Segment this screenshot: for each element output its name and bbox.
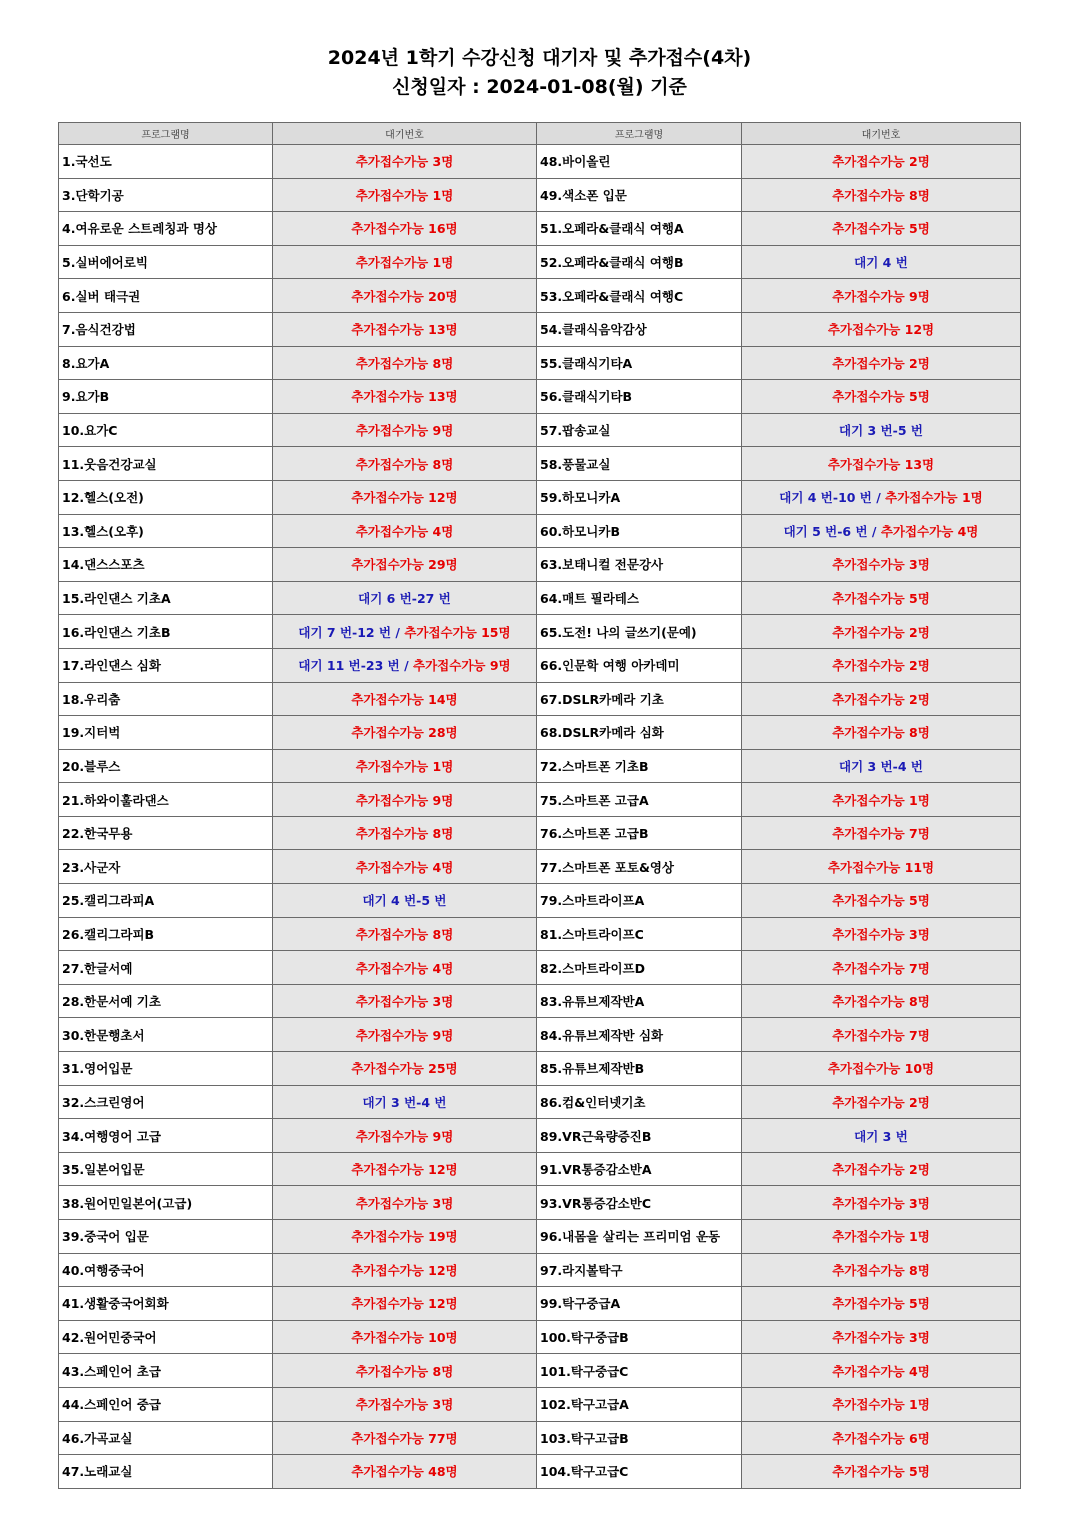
wait-status-left: [273, 850, 537, 884]
wait-status-right: [742, 1052, 1021, 1086]
available-seats-text: 추가접수가능 1명: [832, 1397, 930, 1413]
wait-status-right: [742, 447, 1021, 481]
program-name-right: 58.풍물교실: [537, 447, 742, 481]
wait-status-left: [273, 884, 537, 918]
program-name-right: 85.유튜브제작반B: [537, 1052, 742, 1086]
wait-status-left: [273, 1387, 537, 1421]
wait-status-left: [273, 480, 537, 514]
program-name-right: 55.클래식기타A: [537, 346, 742, 380]
table-row: [59, 145, 1021, 179]
wait-status-left: [273, 1085, 537, 1119]
table-row: [59, 682, 1021, 716]
available-seats-text: 추가접수가능 9명: [355, 792, 454, 808]
wait-status-left: [273, 1119, 537, 1153]
program-name-left: 40.여행중국어: [59, 1253, 273, 1287]
table-row: [59, 884, 1021, 918]
wait-status-right: [742, 1387, 1021, 1421]
program-name-right: 65.도전! 나의 글쓰기(문예): [537, 615, 742, 649]
table-row: [59, 615, 1021, 649]
available-seats-text: 추가접수가능 1명: [355, 187, 454, 203]
available-seats-text: 추가접수가능 77명: [351, 1430, 458, 1446]
available-seats-text: 추가접수가능 8명: [832, 187, 930, 203]
program-name-right: 66.인문학 여행 아카데미: [537, 648, 742, 682]
available-seats-text: 추가접수가능 5명: [832, 1296, 930, 1312]
program-name-right: 75.스마트폰 고급A: [537, 783, 742, 817]
program-name-right: 59.하모니카A: [537, 480, 742, 514]
program-name-right: 104.탁구고급C: [537, 1455, 742, 1489]
available-seats-text: 추가접수가능 2명: [832, 355, 930, 371]
program-name-left: 14.댄스스포츠: [59, 548, 273, 582]
wait-status-right: [742, 380, 1021, 414]
header-program-name-right: 프로그램명: [537, 123, 742, 145]
program-name-left: 46.가곡교실: [59, 1421, 273, 1455]
program-name-right: 83.유튜브제작반A: [537, 984, 742, 1018]
program-name-right: 101.탁구중급C: [537, 1354, 742, 1388]
available-seats-text: 추가접수가능 48명: [351, 1464, 458, 1480]
wait-status-left: [273, 581, 537, 615]
available-seats-text: 추가접수가능 3명: [355, 1195, 454, 1211]
available-seats-text: 추가접수가능 7명: [832, 826, 930, 842]
table-row: [59, 178, 1021, 212]
available-seats-text: 추가접수가능 9명: [355, 423, 454, 439]
program-name-left: 42.원어민중국어: [59, 1320, 273, 1354]
wait-status-right: [742, 1320, 1021, 1354]
program-name-right: 68.DSLR카메라 심화: [537, 716, 742, 750]
available-seats-text: 추가접수가능 3명: [355, 154, 454, 170]
available-seats-text: 추가접수가능 12명: [351, 1162, 458, 1178]
wait-status-left: [273, 514, 537, 548]
wait-status-left: [273, 413, 537, 447]
waitlist-number-text: 대기 3 번-5 번: [839, 423, 923, 439]
program-name-right: 91.VR통증감소반A: [537, 1152, 742, 1186]
wait-status-right: [742, 917, 1021, 951]
wait-status-right: [742, 984, 1021, 1018]
wait-status-right: [742, 581, 1021, 615]
wait-status-left: [273, 682, 537, 716]
wait-status-right: [742, 816, 1021, 850]
wait-status-right: [742, 850, 1021, 884]
document-title: 2024년 1학기 수강신청 대기자 및 추가접수(4차): [327, 47, 752, 69]
wait-status-left: [273, 1320, 537, 1354]
wait-status-right: [742, 749, 1021, 783]
available-seats-text: 추가접수가능 1명: [832, 1229, 930, 1245]
available-seats-text: 추가접수가능 15명: [404, 624, 511, 640]
program-name-left: 35.일본어입문: [59, 1152, 273, 1186]
wait-status-right: [742, 413, 1021, 447]
table-row: [59, 1152, 1021, 1186]
table-body: [59, 145, 1021, 1489]
wait-status-left: [273, 1186, 537, 1220]
program-name-left: 17.라인댄스 심화: [59, 648, 273, 682]
wait-status-left: [273, 178, 537, 212]
header-program-name-left: 프로그램명: [59, 123, 273, 145]
program-name-right: 54.클래식음악감상: [537, 312, 742, 346]
wait-status-left: [273, 212, 537, 246]
available-seats-text: 추가접수가능 20명: [351, 288, 458, 304]
wait-status-left: [273, 380, 537, 414]
program-name-right: 51.오페라&클래식 여행A: [537, 212, 742, 246]
wait-status-right: [742, 682, 1021, 716]
table-row: [59, 951, 1021, 985]
available-seats-text: 추가접수가능 5명: [832, 1464, 930, 1480]
wait-status-right: [742, 615, 1021, 649]
wait-status-left: [273, 346, 537, 380]
program-name-left: 18.우리춤: [59, 682, 273, 716]
available-seats-text: 추가접수가능 13명: [827, 456, 935, 472]
table-row: [59, 1018, 1021, 1052]
wait-status-left: [273, 279, 537, 313]
program-name-left: 23.사군자: [59, 850, 273, 884]
available-seats-text: 추가접수가능 9명: [355, 1128, 454, 1144]
table-row: [59, 648, 1021, 682]
waitlist-number-text: 대기 3 번-4 번: [362, 1094, 447, 1110]
table-row: [59, 1253, 1021, 1287]
wait-status-right: [742, 1018, 1021, 1052]
available-seats-text: 추가접수가능 29명: [351, 557, 458, 573]
table-row: [59, 984, 1021, 1018]
wait-status-right: [742, 1085, 1021, 1119]
program-name-right: 97.라지볼탁구: [537, 1253, 742, 1287]
program-name-left: 22.한국무용: [59, 816, 273, 850]
available-seats-text: 추가접수가능 8명: [832, 994, 930, 1010]
program-name-left: 38.원어민일본어(고급): [59, 1186, 273, 1220]
wait-status-left: [273, 1455, 537, 1489]
program-name-left: 43.스페인어 초급: [59, 1354, 273, 1388]
program-name-right: 79.스마트라이프A: [537, 884, 742, 918]
table-row: [59, 1119, 1021, 1153]
document-subtitle: 신청일자 : 2024-01-08(월) 기준: [392, 76, 687, 98]
table-row: [59, 816, 1021, 850]
table-row: [59, 245, 1021, 279]
table-row: [59, 1287, 1021, 1321]
program-name-right: 99.탁구중급A: [537, 1287, 742, 1321]
wait-status-right: [742, 1253, 1021, 1287]
available-seats-text: 추가접수가능 8명: [355, 826, 454, 842]
available-seats-text: 추가접수가능 1명: [355, 758, 454, 774]
program-name-left: 11.웃음건강교실: [59, 447, 273, 481]
program-name-right: 63.보태니컬 전문강사: [537, 548, 742, 582]
waitlist-number-text: 대기 4 번-10 번 /: [779, 490, 886, 506]
program-name-left: 4.여유로운 스트레칭과 명상: [59, 212, 273, 246]
program-name-right: 56.클래식기타B: [537, 380, 742, 414]
wait-status-right: [742, 245, 1021, 279]
available-seats-text: 추가접수가능 4명: [880, 523, 979, 539]
program-name-left: 8.요가A: [59, 346, 273, 380]
available-seats-text: 추가접수가능 12명: [351, 1262, 458, 1278]
available-seats-text: 추가접수가능 4명: [832, 1363, 930, 1379]
wait-status-left: [273, 1220, 537, 1254]
wait-status-left: [273, 783, 537, 817]
program-name-right: 64.매트 필라테스: [537, 581, 742, 615]
available-seats-text: 추가접수가능 19명: [351, 1229, 458, 1245]
table-row: [59, 1455, 1021, 1489]
wait-status-right: [742, 1152, 1021, 1186]
available-seats-text: 추가접수가능 2명: [832, 1094, 930, 1110]
program-name-left: 3.단학기공: [59, 178, 273, 212]
available-seats-text: 추가접수가능 8명: [355, 456, 454, 472]
available-seats-text: 추가접수가능 2명: [832, 658, 930, 674]
wait-status-left: [273, 312, 537, 346]
program-name-left: 31.영어입문: [59, 1052, 273, 1086]
program-name-right: 52.오페라&클래식 여행B: [537, 245, 742, 279]
available-seats-text: 추가접수가능 3명: [832, 926, 930, 942]
available-seats-text: 추가접수가능 7명: [832, 1027, 930, 1043]
program-name-left: 28.한문서예 기초: [59, 984, 273, 1018]
table-row: [59, 1052, 1021, 1086]
wait-status-right: [742, 212, 1021, 246]
table-row: [59, 581, 1021, 615]
program-name-left: 27.한글서예: [59, 951, 273, 985]
program-name-right: 57.팝송교실: [537, 413, 742, 447]
wait-status-right: [742, 346, 1021, 380]
program-name-left: 39.중국어 입문: [59, 1220, 273, 1254]
table-row: [59, 480, 1021, 514]
available-seats-text: 추가접수가능 5명: [832, 591, 930, 607]
wait-status-left: [273, 1287, 537, 1321]
table-row: [59, 346, 1021, 380]
program-name-right: 53.오페라&클래식 여행C: [537, 279, 742, 313]
program-name-right: 77.스마트폰 포토&영상: [537, 850, 742, 884]
table-row: [59, 1186, 1021, 1220]
available-seats-text: 추가접수가능 3명: [355, 994, 454, 1010]
available-seats-text: 추가접수가능 1명: [832, 792, 930, 808]
table-row: [59, 413, 1021, 447]
wait-status-left: [273, 245, 537, 279]
wait-status-left: [273, 648, 537, 682]
wait-status-right: [742, 178, 1021, 212]
program-name-right: 49.색소폰 입문: [537, 178, 742, 212]
program-name-left: 20.블루스: [59, 749, 273, 783]
available-seats-text: 추가접수가능 13명: [351, 322, 458, 338]
table-row: [59, 1085, 1021, 1119]
wait-status-left: [273, 548, 537, 582]
waitlist-number-text: 대기 3 번-4 번: [839, 758, 923, 774]
available-seats-text: 추가접수가능 2명: [832, 624, 930, 640]
available-seats-text: 추가접수가능 9명: [355, 1027, 454, 1043]
wait-status-right: [742, 951, 1021, 985]
program-name-right: 100.탁구중급B: [537, 1320, 742, 1354]
program-name-right: 93.VR통증감소반C: [537, 1186, 742, 1220]
program-name-right: 96.내몸을 살리는 프리미엄 운동: [537, 1220, 742, 1254]
program-name-left: 25.캘리그라피A: [59, 884, 273, 918]
program-name-right: 84.유튜브제작반 심화: [537, 1018, 742, 1052]
program-name-left: 47.노래교실: [59, 1455, 273, 1489]
wait-status-right: [742, 1220, 1021, 1254]
wait-status-left: [273, 749, 537, 783]
available-seats-text: 추가접수가능 2명: [832, 1162, 930, 1178]
available-seats-text: 추가접수가능 13명: [351, 389, 458, 405]
header-wait-number-left: 대기번호: [273, 123, 537, 145]
program-name-left: 5.실버에어로빅: [59, 245, 273, 279]
wait-status-left: [273, 615, 537, 649]
available-seats-text: 추가접수가능 8명: [832, 725, 930, 741]
wait-status-right: [742, 480, 1021, 514]
available-seats-text: 추가접수가능 28명: [351, 725, 458, 741]
program-name-left: 19.지터벅: [59, 716, 273, 750]
waitlist-number-text: 대기 4 번-5 번: [362, 893, 447, 909]
wait-status-left: [273, 816, 537, 850]
wait-status-left: [273, 1354, 537, 1388]
program-name-right: 89.VR근육량증진B: [537, 1119, 742, 1153]
available-seats-text: 추가접수가능 8명: [355, 926, 454, 942]
wait-status-right: [742, 548, 1021, 582]
program-name-left: 13.헬스(오후): [59, 514, 273, 548]
program-name-left: 9.요가B: [59, 380, 273, 414]
program-name-left: 32.스크린영어: [59, 1085, 273, 1119]
available-seats-text: 추가접수가능 16명: [351, 221, 458, 237]
available-seats-text: 추가접수가능 8명: [355, 1363, 454, 1379]
available-seats-text: 추가접수가능 10명: [351, 1330, 458, 1346]
table-row: [59, 783, 1021, 817]
wait-status-right: [742, 783, 1021, 817]
available-seats-text: 추가접수가능 3명: [355, 1397, 454, 1413]
program-name-left: 7.음식건강법: [59, 312, 273, 346]
waitlist-number-text: 대기 6 번-27 번: [358, 591, 451, 607]
table-row: [59, 212, 1021, 246]
wait-status-left: [273, 447, 537, 481]
wait-status-right: [742, 1186, 1021, 1220]
waitlist-table: [58, 122, 1021, 1489]
program-name-left: 15.라인댄스 기초A: [59, 581, 273, 615]
wait-status-right: [742, 1455, 1021, 1489]
waitlist-number-text: 대기 5 번-6 번 /: [783, 523, 881, 539]
available-seats-text: 추가접수가능 4명: [355, 960, 454, 976]
program-name-right: 48.바이올린: [537, 145, 742, 179]
available-seats-text: 추가접수가능 14명: [351, 691, 458, 707]
table-row: [59, 279, 1021, 313]
waitlist-number-text: 대기 4 번: [854, 255, 908, 271]
program-name-left: 41.생활중국어회화: [59, 1287, 273, 1321]
available-seats-text: 추가접수가능 4명: [355, 523, 454, 539]
waitlist-number-text: 대기 11 번-23 번 /: [298, 658, 414, 674]
table-row: [59, 1354, 1021, 1388]
available-seats-text: 추가접수가능 3명: [832, 557, 930, 573]
wait-status-right: [742, 312, 1021, 346]
table-row: [59, 380, 1021, 414]
header-wait-number-right: 대기번호: [742, 123, 1021, 145]
table-row: [59, 917, 1021, 951]
program-name-left: 21.하와이훌라댄스: [59, 783, 273, 817]
available-seats-text: 추가접수가능 12명: [827, 322, 935, 338]
table-row: [59, 514, 1021, 548]
program-name-right: 72.스마트폰 기초B: [537, 749, 742, 783]
available-seats-text: 추가접수가능 2명: [832, 154, 930, 170]
available-seats-text: 추가접수가능 12명: [351, 1296, 458, 1312]
available-seats-text: 추가접수가능 8명: [355, 355, 454, 371]
program-name-left: 26.캘리그라피B: [59, 917, 273, 951]
program-name-left: 6.실버 태극권: [59, 279, 273, 313]
program-name-left: 16.라인댄스 기초B: [59, 615, 273, 649]
available-seats-text: 추가접수가능 5명: [832, 221, 930, 237]
wait-status-right: [742, 1119, 1021, 1153]
table-row: [59, 749, 1021, 783]
program-name-left: 30.한문행초서: [59, 1018, 273, 1052]
program-name-right: 103.탁구고급B: [537, 1421, 742, 1455]
waitlist-number-text: 대기 3 번: [854, 1128, 908, 1144]
wait-status-left: [273, 917, 537, 951]
program-name-left: 10.요가C: [59, 413, 273, 447]
wait-status-left: [273, 984, 537, 1018]
program-name-left: 44.스페인어 중급: [59, 1387, 273, 1421]
program-name-left: 12.헬스(오전): [59, 480, 273, 514]
available-seats-text: 추가접수가능 3명: [832, 1330, 930, 1346]
program-name-right: 81.스마트라이프C: [537, 917, 742, 951]
available-seats-text: 추가접수가능 1명: [355, 255, 454, 271]
program-name-right: 86.컴&인터넷기초: [537, 1085, 742, 1119]
table-row: [59, 716, 1021, 750]
wait-status-right: [742, 514, 1021, 548]
available-seats-text: 추가접수가능 2명: [832, 691, 930, 707]
program-name-right: 76.스마트폰 고급B: [537, 816, 742, 850]
program-name-right: 82.스마트라이프D: [537, 951, 742, 985]
available-seats-text: 추가접수가능 6명: [832, 1430, 930, 1446]
wait-status-left: [273, 1253, 537, 1287]
wait-status-left: [273, 145, 537, 179]
wait-status-left: [273, 1018, 537, 1052]
table-row: [59, 1387, 1021, 1421]
table-row: [59, 1320, 1021, 1354]
available-seats-text: 추가접수가능 5명: [832, 893, 930, 909]
table-row: [59, 1220, 1021, 1254]
program-name-right: 102.탁구고급A: [537, 1387, 742, 1421]
wait-status-right: [742, 716, 1021, 750]
table-header-row: [59, 123, 1021, 145]
wait-status-right: [742, 1421, 1021, 1455]
available-seats-text: 추가접수가능 9명: [832, 288, 930, 304]
available-seats-text: 추가접수가능 4명: [355, 859, 454, 875]
wait-status-right: [742, 1354, 1021, 1388]
table-row: [59, 447, 1021, 481]
wait-status-left: [273, 1152, 537, 1186]
available-seats-text: 추가접수가능 8명: [832, 1262, 930, 1278]
available-seats-text: 추가접수가능 3명: [832, 1195, 930, 1211]
program-name-right: 67.DSLR카메라 기초: [537, 682, 742, 716]
wait-status-left: [273, 1421, 537, 1455]
available-seats-text: 추가접수가능 1명: [885, 490, 983, 506]
table-row: [59, 312, 1021, 346]
wait-status-right: [742, 145, 1021, 179]
available-seats-text: 추가접수가능 12명: [351, 490, 458, 506]
available-seats-text: 추가접수가능 9명: [413, 658, 511, 674]
wait-status-right: [742, 279, 1021, 313]
table-row: [59, 850, 1021, 884]
wait-status-left: [273, 951, 537, 985]
wait-status-left: [273, 1052, 537, 1086]
program-name-left: 1.국선도: [59, 145, 273, 179]
table-row: [59, 1421, 1021, 1455]
available-seats-text: 추가접수가능 7명: [832, 960, 930, 976]
available-seats-text: 추가접수가능 25명: [351, 1061, 458, 1077]
waitlist-number-text: 대기 7 번-12 번 /: [298, 624, 405, 640]
wait-status-right: [742, 1287, 1021, 1321]
wait-status-left: [273, 716, 537, 750]
program-name-right: 60.하모니카B: [537, 514, 742, 548]
wait-status-right: [742, 884, 1021, 918]
available-seats-text: 추가접수가능 11명: [827, 859, 935, 875]
available-seats-text: 추가접수가능 10명: [827, 1061, 935, 1077]
program-name-left: 34.여행영어 고급: [59, 1119, 273, 1153]
wait-status-right: [742, 648, 1021, 682]
available-seats-text: 추가접수가능 5명: [832, 389, 930, 405]
table-row: [59, 548, 1021, 582]
